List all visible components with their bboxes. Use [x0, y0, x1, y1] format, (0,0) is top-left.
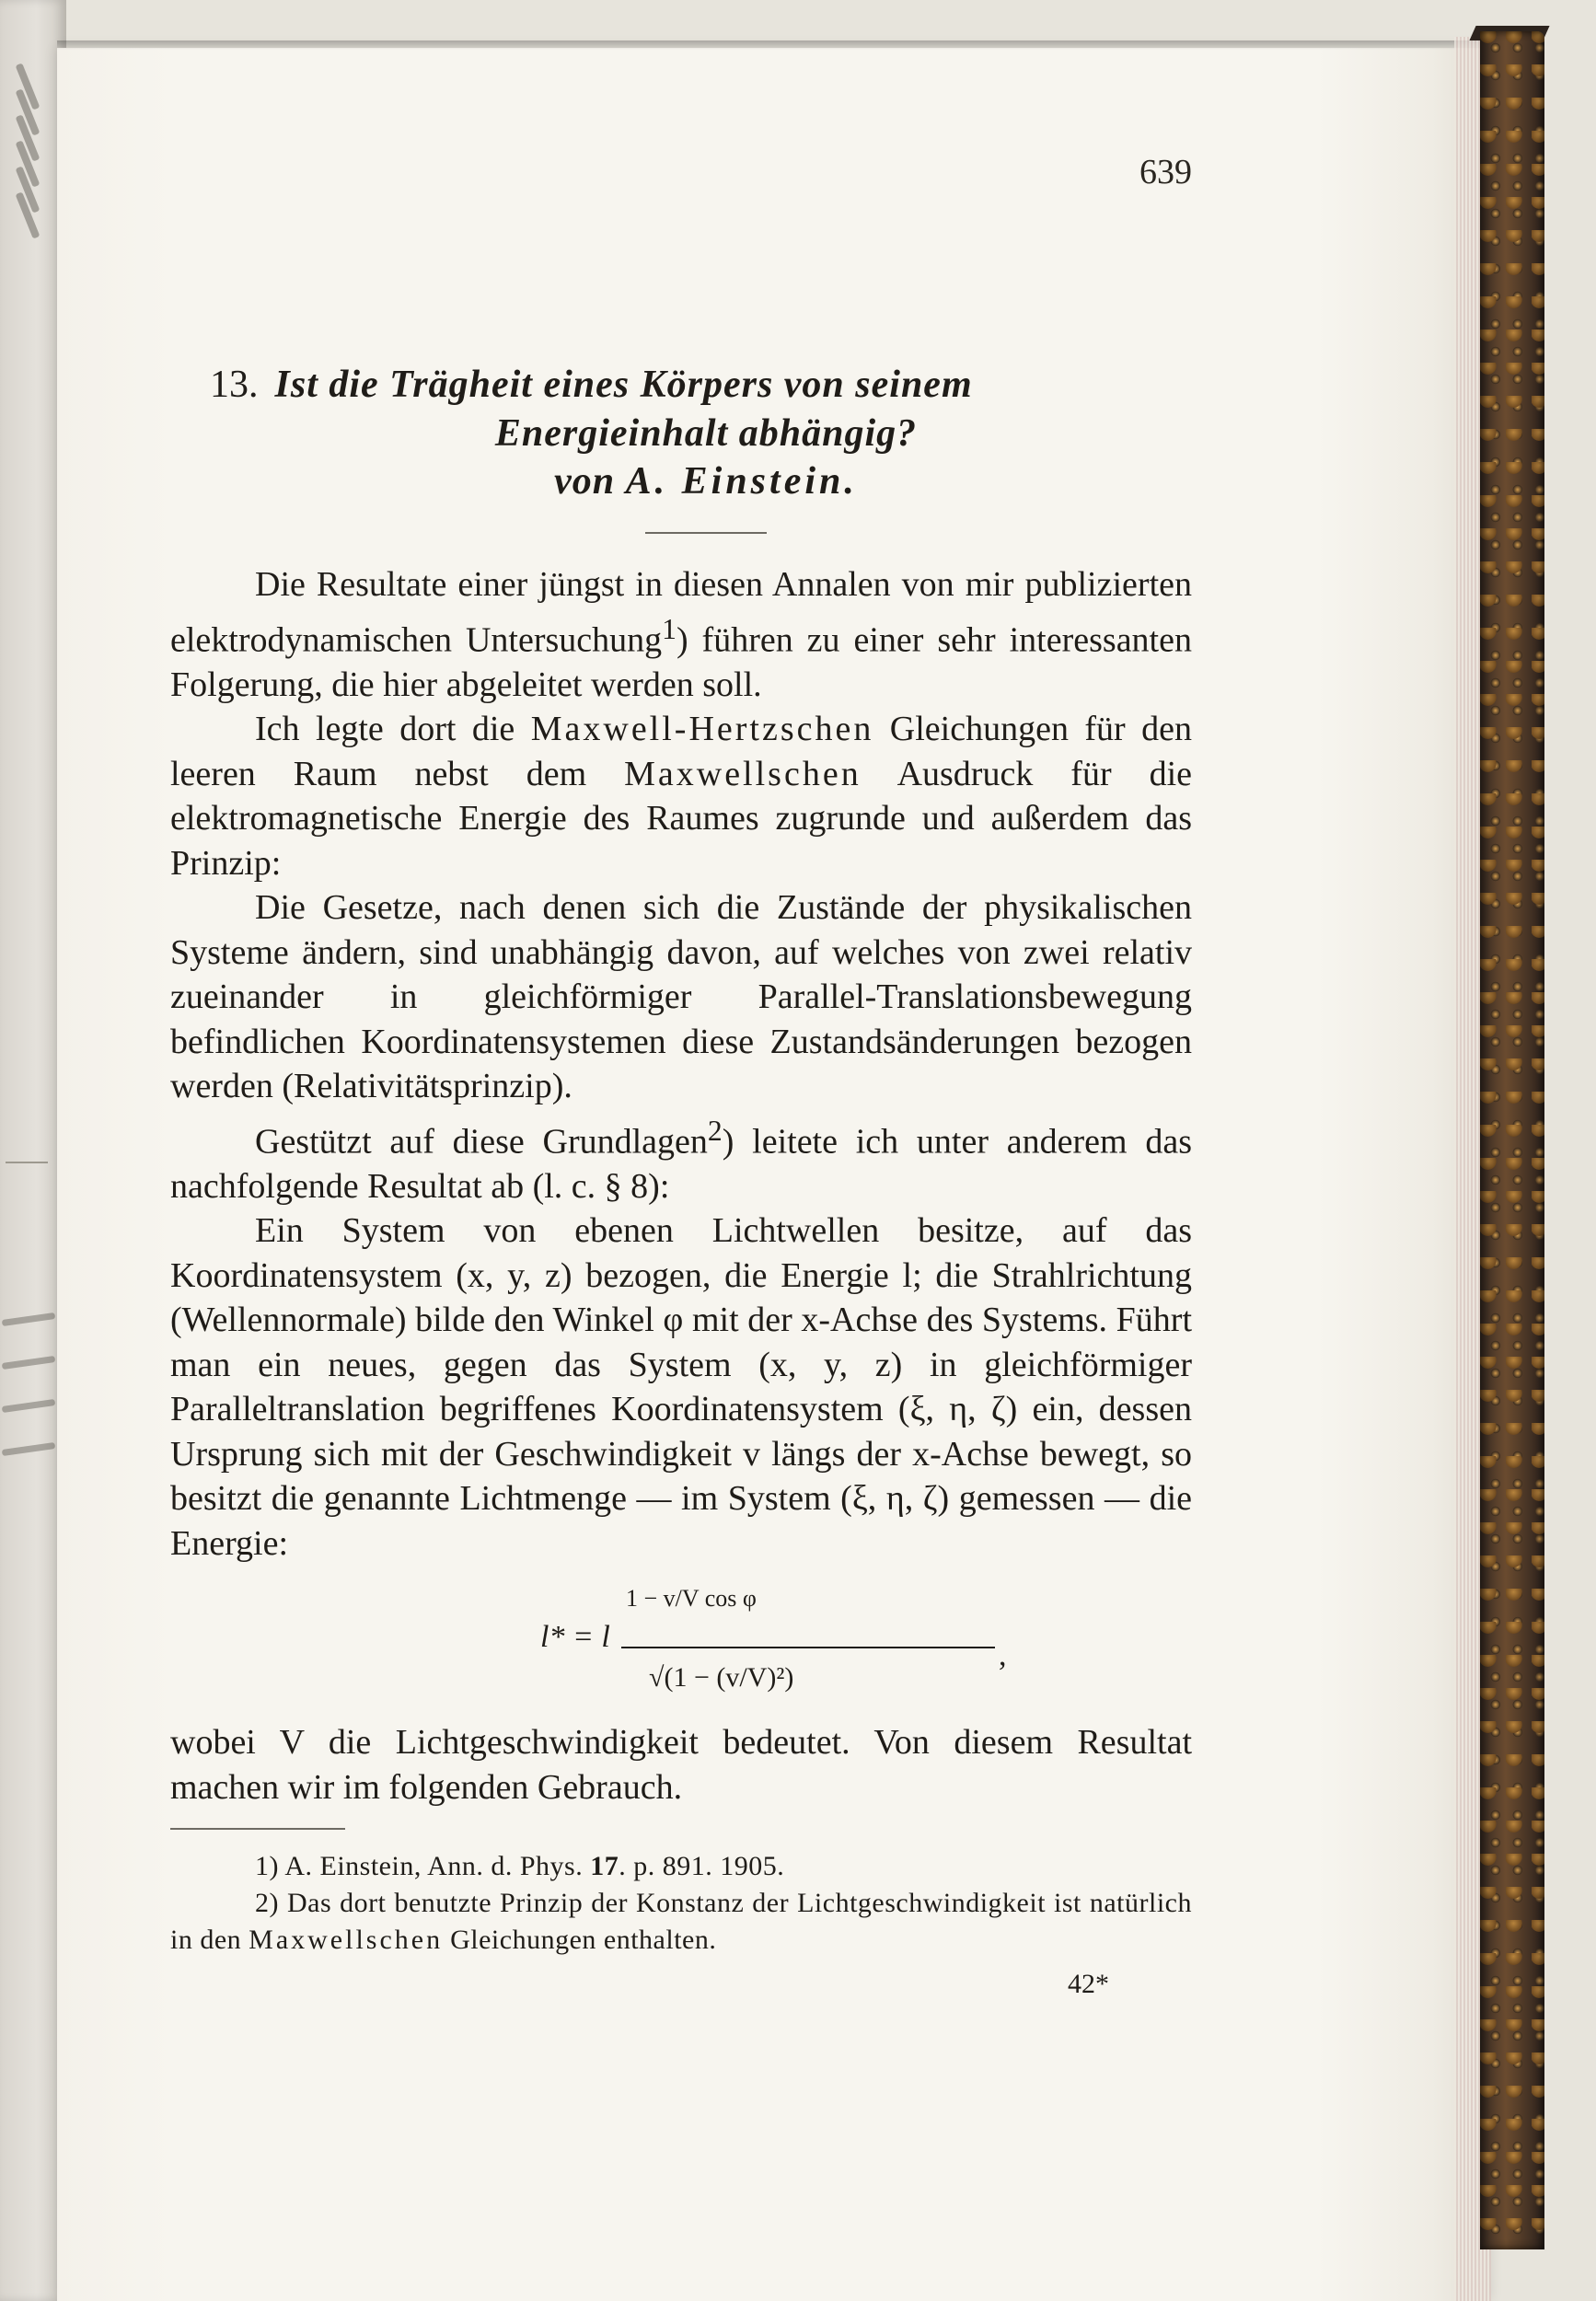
formula-numerator: 1 − v/V cos φ [626, 1585, 757, 1613]
left-page-marginalia-lower [2, 1279, 63, 1519]
title-line-3 [210, 457, 1202, 506]
paragraph-2-text-a: Ich legte dort die [255, 710, 531, 749]
left-page-rule [6, 1162, 48, 1163]
footnote-1-text-a: 1) A. Einstein, Ann. d. Phys. [255, 1851, 591, 1882]
formula-comma: , [999, 1638, 1007, 1673]
page-number: 639 [1139, 153, 1192, 191]
footnote-ref-1: 1 [662, 612, 677, 645]
paragraph-1 [170, 562, 1192, 707]
title-text-1: Ist die Trägheit eines Körpers von seinem [274, 364, 973, 406]
paragraph-2-text-b: Gleichungen für den leeren Raum nebst dem [170, 710, 1192, 793]
title-line-1 [210, 361, 1202, 410]
formula-fraction-bar [621, 1647, 995, 1648]
book-spine [1480, 31, 1544, 2249]
article-body [170, 562, 1192, 2007]
left-page-marginalia [4, 64, 59, 396]
footnote-2-maxwell-name: Maxwellschen [249, 1925, 444, 1956]
paragraph-1-text-b: ) führen zu einer sehr interessanten Folgerung, die hier abgeleitet werden soll. [170, 620, 1192, 704]
sheet-signature: 42* [1068, 1969, 1109, 2000]
paragraph-3: Die Gesetze, nach denen sich die Zustände der physikalischen Systeme ändern, sind unabhängig davon, auf welches von zwei relativ zueinander in gleichförmiger Parallel-Translationsbewegung befindlichen Koordinatensystemen diese Zustandsänderungen bezogen werden (Relativitätsprinzip). [170, 888, 1192, 1106]
author-name: A. Einstein. [625, 460, 858, 503]
maxwell-hertz-name: Maxwell-Hertzschen [530, 710, 874, 749]
formula-lhs: l* = l [540, 1620, 610, 1655]
author-prefix: von [554, 460, 616, 503]
footnote-1-volume: 17 [590, 1851, 619, 1882]
footnote-2 [170, 1885, 1192, 1959]
footnote-2-text-b: Gleichungen enthalten. [443, 1925, 717, 1956]
paragraph-4-text-a: Gestützt auf diese Grundlagen [255, 1122, 708, 1162]
energy-formula [170, 1573, 1192, 1715]
paragraph-2-text-c: Ausdruck für die elektromagnetische Energie des Raumes zugrunde und außerdem das Prinzip: [170, 754, 1192, 883]
article-title [210, 361, 1202, 534]
footnote-ref-2: 2 [707, 1114, 723, 1147]
footnote-1 [255, 1848, 1192, 1885]
footnote-1-text-b: . p. 891. 1905. [619, 1851, 785, 1882]
paragraph-6: wobei V die Lichtgeschwindigkeit bedeutet. Von diesem Resultat machen wir im folgenden Gebrauch. [170, 1723, 1192, 1807]
maxwell-name: Maxwellschen [624, 754, 862, 793]
paragraph-4-text-b: ) leitete ich unter anderem das nachfolgende Resultat ab (l. c. § 8): [170, 1122, 1192, 1206]
footnote-2-text-a: 2) Das dort benutzte Prinzip der Konstanz der Lichtgeschwindigkeit ist natürlich in den [170, 1888, 1192, 1956]
article-number: 13. [210, 364, 259, 406]
footnote-rule [170, 1828, 345, 1830]
title-divider [645, 532, 767, 534]
paragraph-5: Ein System von ebenen Lichtwellen besitze, auf das Koordinatensystem (x, y, z) bezogen, die Energie l; die Strahlrichtung (Wellennormale) bilde den Winkel φ mit der x-Achse des Systems. Führt man ein neues, gegen das System (x, y, z) in gleichförmiger Paralleltranslation begriffenes Koordinatensystem (ξ, η, ζ) ein, dessen Ursprung sich mit der Geschwindigkeit v längs der x-Achse bewegt, so besitzt die genannte Lichtmenge — im System (ξ, η, ζ) gemessen — die Energie: [170, 1211, 1192, 1563]
paragraph-1-text-a: Die Resultate einer jüngst in diesen Annalen von mir publizierten elektrodynamischen Untersuchung [170, 565, 1192, 660]
title-line-2: Energieinhalt abhängig? [494, 411, 918, 455]
paragraph-2 [170, 707, 1192, 885]
paragraph-4 [170, 1109, 1192, 1209]
formula-denominator: √(1 − (v/V)²) [649, 1662, 794, 1694]
page-top-shadow [57, 40, 1489, 50]
